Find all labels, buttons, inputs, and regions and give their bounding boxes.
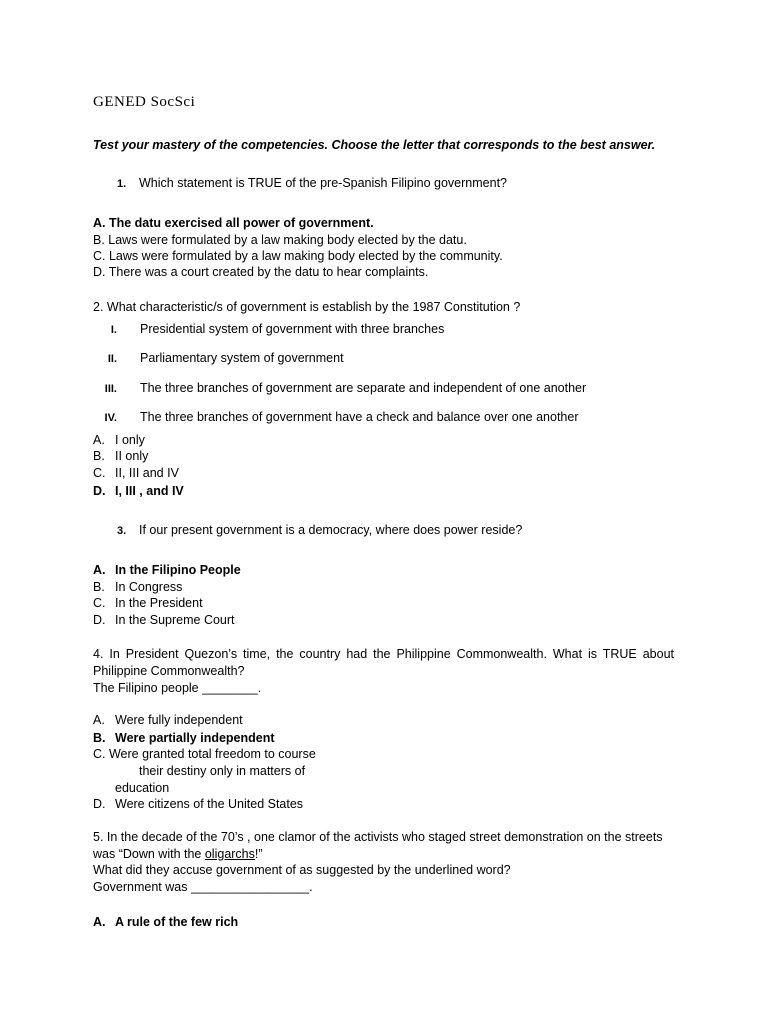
q2-item-text: Parliamentary system of government [140, 351, 344, 365]
q4-question-line: Philippine Commonwealth? [93, 664, 245, 678]
q5-question-line: Government was _________________. [93, 880, 313, 894]
instructions-text: Test your mastery of the competencies. Choose the letter that corresponds to the best answer. [93, 138, 656, 152]
q2-option-letter: C. [93, 466, 106, 480]
q5-option-a: A rule of the few rich [115, 915, 239, 929]
q2-option-a: I only [115, 433, 145, 447]
q3-option-d: In the Supreme Court [115, 613, 235, 627]
q4-option-c-continued: education [115, 781, 170, 795]
q2-question: 2. What characteristic/s of government is establish by the 1987 Constitution ? [93, 300, 521, 314]
q5-line2-text: !” [254, 847, 263, 861]
q4-option-letter: D. [93, 797, 106, 811]
q3-question: If our present government is a democracy, where does power reside? [139, 523, 523, 537]
q3-option-letter: D. [93, 613, 106, 627]
document-title: GENED SocSci [93, 94, 196, 110]
q2-option-letter: B. [93, 449, 105, 463]
q4-question-line: The Filipino people ________. [93, 681, 262, 695]
q2-item-text: Presidential system of government with three branches [140, 322, 445, 336]
q1-number: 1. [117, 178, 127, 190]
q2-option-letter: D. [93, 484, 106, 498]
q4-option-d: Were citizens of the United States [115, 797, 304, 811]
q3-option-letter: A. [93, 563, 106, 577]
q4-option-c: C. Were granted total freedom to course [93, 747, 316, 761]
q2-item-text: The three branches of government are separate and independent of one another [140, 381, 587, 395]
q3-option-b: In Congress [115, 580, 183, 594]
q1-option-a: A. The datu exercised all power of government. [93, 216, 374, 230]
q5-underlined-word: oligarchs [204, 847, 255, 861]
q5-option-letter: A. [93, 915, 106, 929]
q2-option-b: II only [115, 449, 149, 463]
q3-option-c: In the President [115, 596, 203, 610]
q3-number: 3. [117, 525, 127, 537]
q2-option-c: II, III and IV [115, 466, 179, 480]
q5-line2-text: was “Down with the [93, 847, 205, 861]
q1-option-c: C. Laws were formulated by a law making body elected by the community. [93, 249, 503, 263]
q4-option-letter: B. [93, 731, 106, 745]
q2-item-numeral: II. [107, 353, 117, 365]
q3-option-letter: B. [93, 580, 105, 594]
q1-question: Which statement is TRUE of the pre-Spanish Filipino government? [139, 176, 507, 190]
q4-option-a: Were fully independent [115, 713, 243, 727]
q5-question-line: What did they accuse government of as suggested by the underlined word? [93, 863, 511, 877]
q1-option-b: B. Laws were formulated by a law making body elected by the datu. [93, 233, 467, 247]
q2-item-numeral: I. [110, 324, 117, 336]
q1-option-d: D. There was a court created by the datu to hear complaints. [93, 265, 429, 279]
q4-option-letter: A. [93, 713, 105, 727]
q2-item-numeral: IV. [104, 412, 117, 424]
q2-item-text: The three branches of government have a check and balance over one another [140, 410, 579, 424]
q5-question-line [93, 846, 263, 862]
q2-option-letter: A. [93, 433, 105, 447]
q2-item-numeral: III. [104, 383, 117, 395]
q4-option-b: Were partially independent [115, 731, 275, 745]
q2-option-d: I, III , and IV [115, 484, 184, 498]
q4-question-line: 4. In President Quezon’s time, the country had the Philippine Commonwealth. What is TRUE about [93, 647, 674, 661]
q3-option-a: In the Filipino People [115, 563, 241, 577]
q5-question-line: 5. In the decade of the 70’s , one clamor of the activists who staged street demonstration on the streets [93, 830, 663, 844]
q3-option-letter: C. [93, 596, 106, 610]
q4-option-c-continued: their destiny only in matters of [139, 764, 306, 778]
